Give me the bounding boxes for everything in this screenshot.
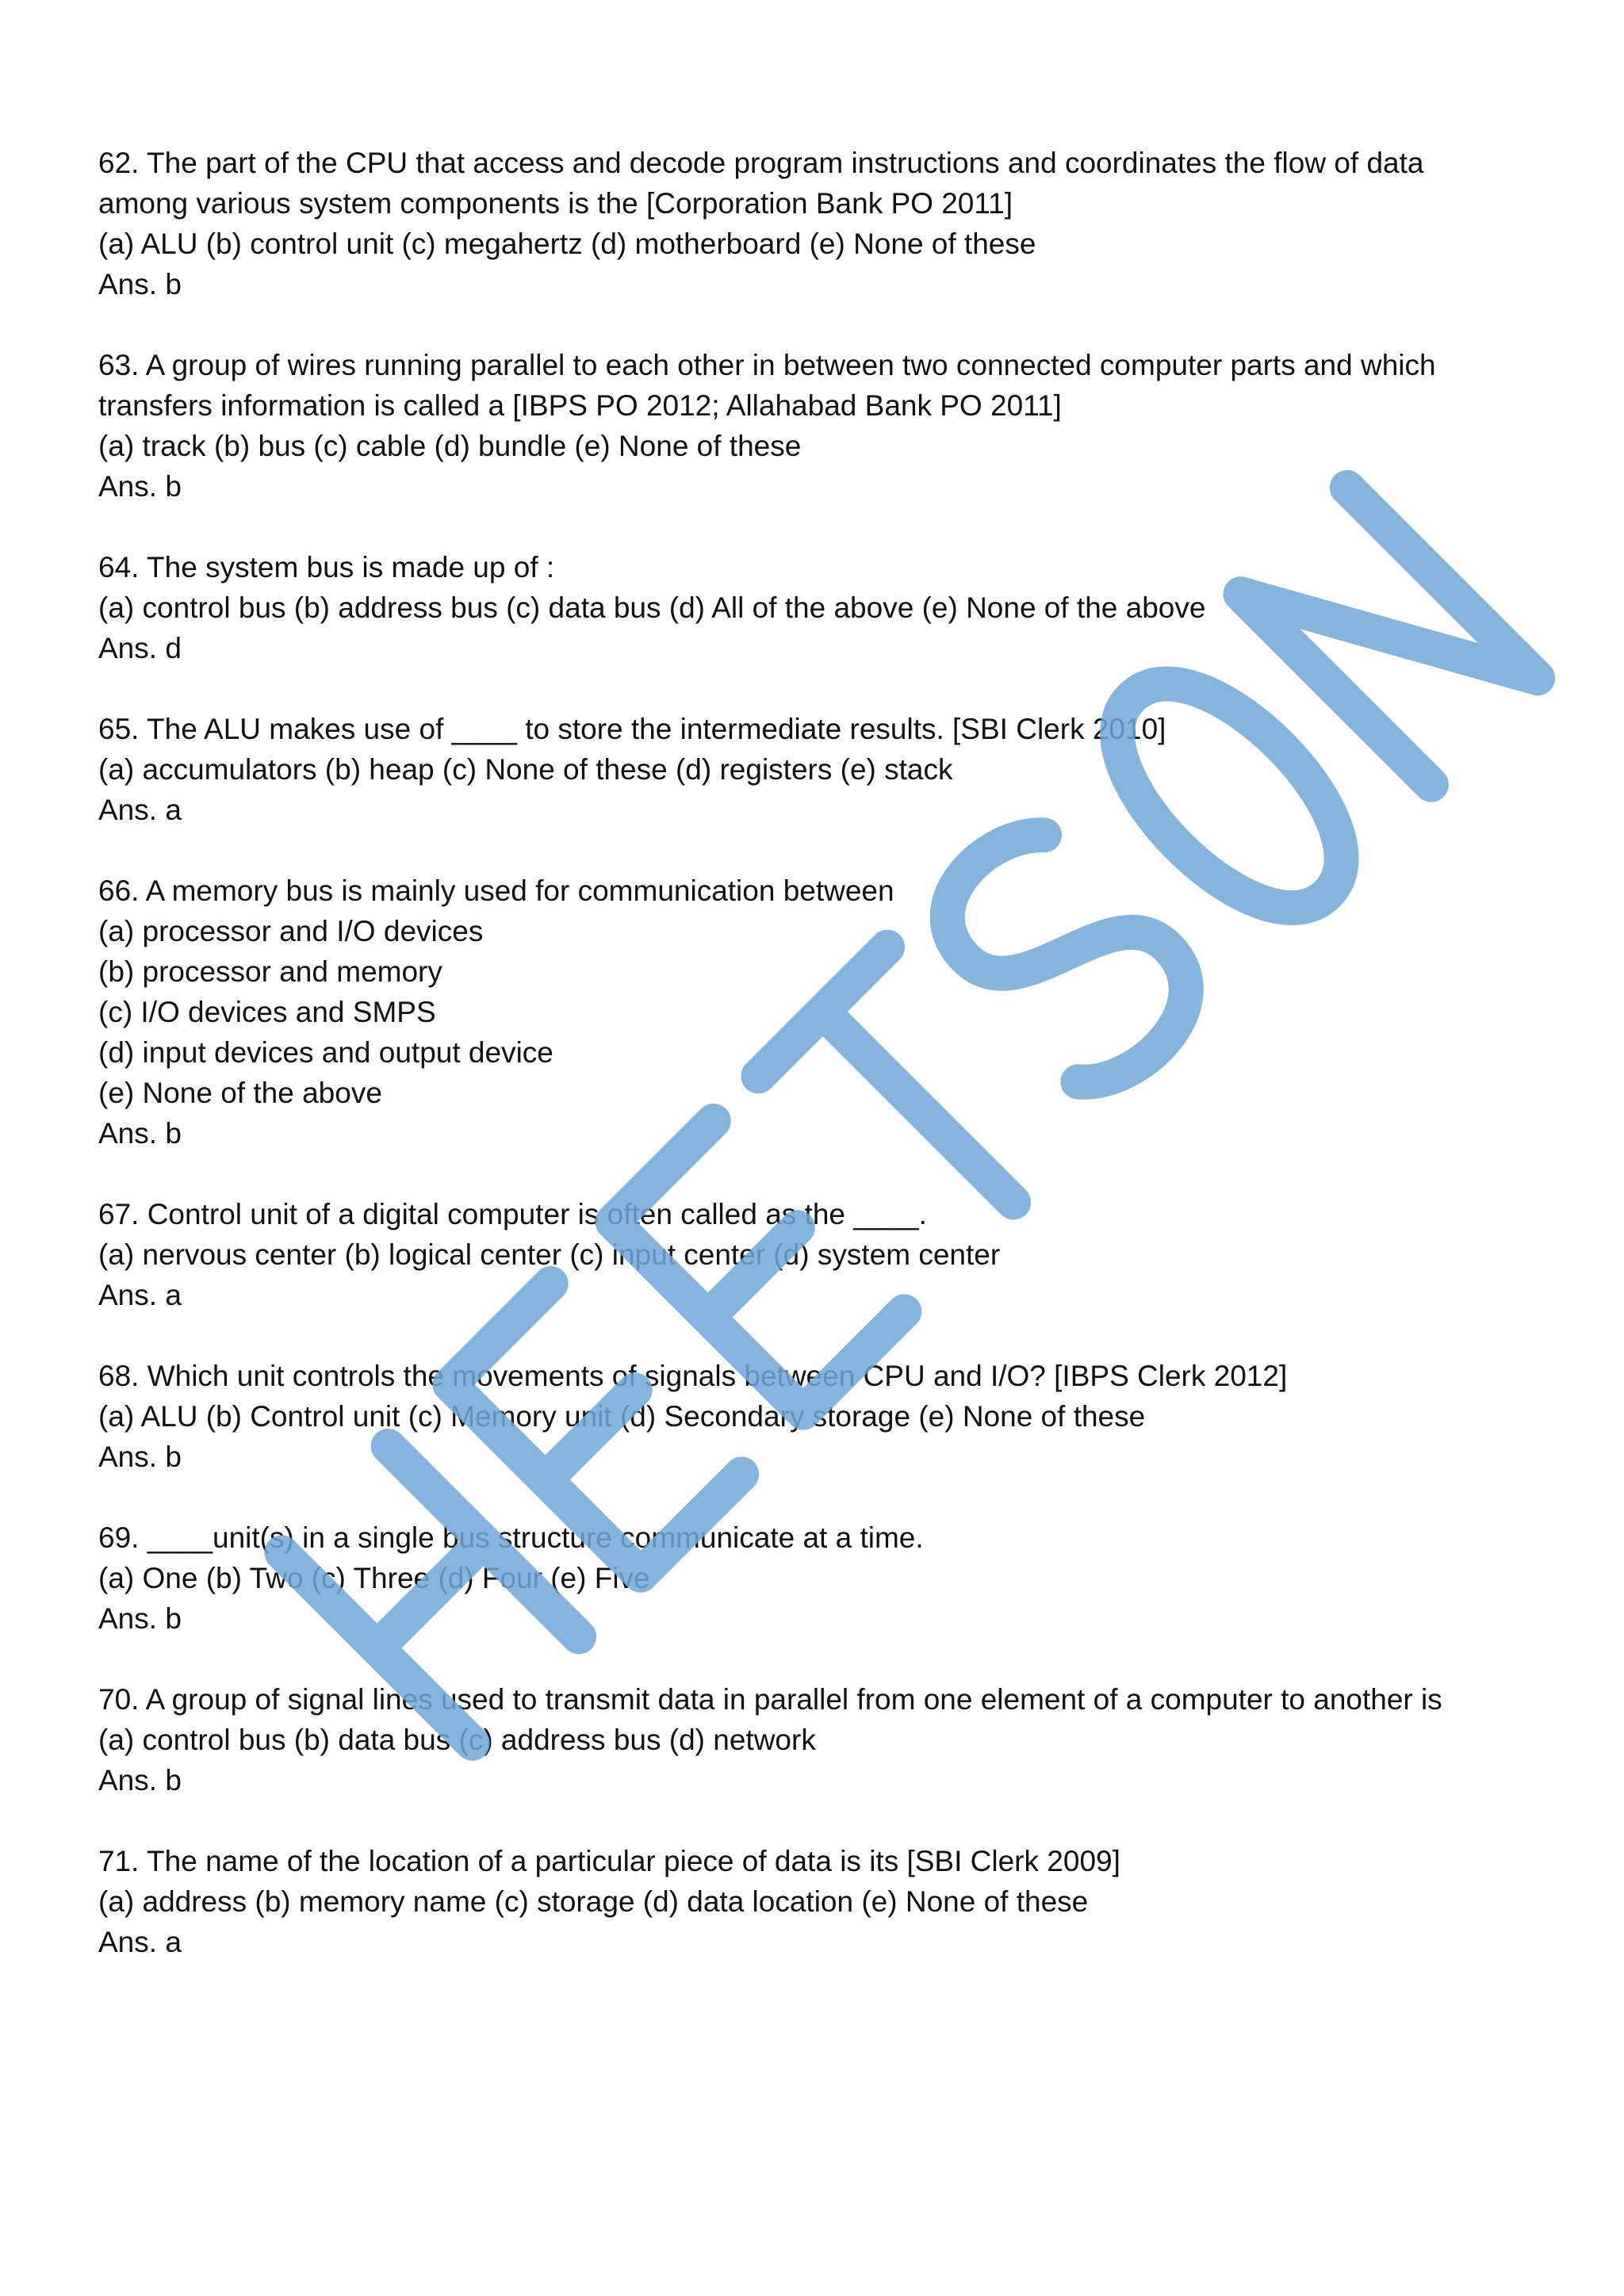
- answer-options: (a) nervous center (b) logical center (c) input center (d) system center: [98, 1238, 1001, 1271]
- question-text: 63. A group of wires running parallel to each other in between two connected computer parts and which: [98, 349, 1436, 381]
- question-66: [98, 871, 1526, 1154]
- answer-options: (a) ALU (b) Control unit (c) Memory unit (d) Secondary storage (e) None of these: [98, 1400, 1146, 1433]
- answer-key: Ans. d: [98, 632, 182, 664]
- answer-key: Ans. b: [98, 1602, 182, 1635]
- question-70: [98, 1679, 1526, 1800]
- answer-key: Ans. b: [98, 470, 182, 503]
- answer-options: (a) track (b) bus (c) cable (d) bundle (e) None of these: [98, 430, 802, 462]
- question-62: [98, 143, 1526, 304]
- answer-option: (d) input devices and output device: [98, 1036, 553, 1069]
- answer-key: Ans. b: [98, 1764, 182, 1797]
- question-text: 70. A group of signal lines used to transmit data in parallel from one element of a computer to another is: [98, 1683, 1442, 1716]
- answer-key: Ans. b: [98, 1117, 182, 1150]
- question-text: 66. A memory bus is mainly used for communication between: [98, 874, 894, 907]
- question-text: 68. Which unit controls the movements of signals between CPU and I/O? [IBPS Clerk 2012]: [98, 1360, 1288, 1392]
- answer-options: (a) ALU (b) control unit (c) megahertz (d) motherboard (e) None of these: [98, 228, 1036, 260]
- question-text: 71. The name of the location of a particular piece of data is its [SBI Clerk 2009]: [98, 1845, 1120, 1877]
- answer-options: (a) One (b) Two (c) Three (d) Four (e) Five: [98, 1562, 650, 1594]
- question-68: [98, 1356, 1526, 1477]
- answer-key: Ans. a: [98, 794, 182, 826]
- question-67: [98, 1194, 1526, 1315]
- answer-option: (e) None of the above: [98, 1077, 382, 1109]
- answer-key: Ans. b: [98, 1441, 182, 1473]
- question-63: [98, 345, 1526, 507]
- question-text: transfers information is called a [IBPS PO 2012; Allahabad Bank PO 2011]: [98, 389, 1062, 422]
- answer-options: (a) control bus (b) address bus (c) data bus (d) All of the above (e) None of the above: [98, 591, 1206, 624]
- answer-key: Ans. b: [98, 268, 182, 300]
- question-text: 64. The system bus is made up of :: [98, 551, 555, 584]
- question-text: 67. Control unit of a digital computer is often called as the ____.: [98, 1198, 927, 1230]
- question-64: [98, 547, 1526, 668]
- answer-option: (b) processor and memory: [98, 955, 442, 988]
- answer-options: (a) accumulators (b) heap (c) None of these (d) registers (e) stack: [98, 753, 953, 786]
- question-text: 65. The ALU makes use of ____ to store the intermediate results. [SBI Clerk 2010]: [98, 713, 1166, 745]
- question-71: [98, 1841, 1526, 1962]
- question-69: [98, 1517, 1526, 1639]
- answer-key: Ans. a: [98, 1279, 182, 1311]
- answer-options: (a) address (b) memory name (c) storage (d) data location (e) None of these: [98, 1885, 1089, 1918]
- question-text: 69. ____unit(s) in a single bus structure communicate at a time.: [98, 1521, 924, 1554]
- answer-key: Ans. a: [98, 1926, 182, 1958]
- question-text: among various system components is the [Corporation Bank PO 2011]: [98, 187, 1013, 220]
- answer-option: (a) processor and I/O devices: [98, 915, 484, 947]
- question-list: [98, 143, 1526, 2003]
- question-65: [98, 709, 1526, 830]
- answer-options: (a) control bus (b) data bus (c) address bus (d) network: [98, 1724, 816, 1756]
- answer-option: (c) I/O devices and SMPS: [98, 996, 436, 1028]
- question-text: 62. The part of the CPU that access and decode program instructions and coordinates the flow of data: [98, 147, 1424, 179]
